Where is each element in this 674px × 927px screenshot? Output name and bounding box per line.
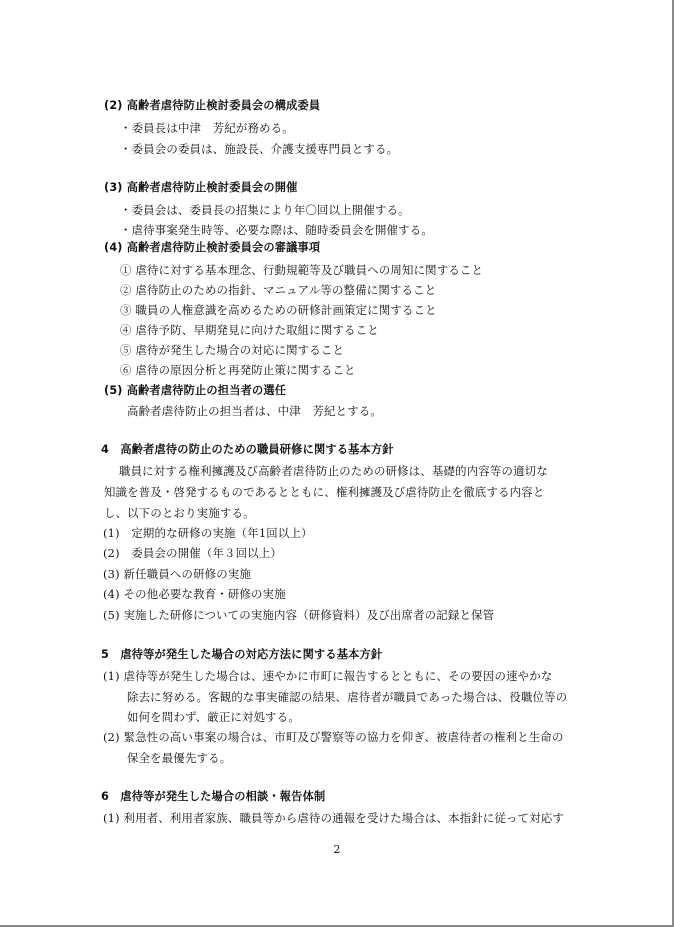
- text-line: ・委員会は、委員長の招集により年〇回以上開催する。: [120, 203, 410, 217]
- list-item: (1) 定期的な研修の実施（年1回以上）: [103, 526, 313, 540]
- text-line: 除去に努める。客観的な事実確認の結果、虐待者が職員であった場合は、役職位等の: [127, 690, 568, 704]
- paragraph-line: し、以下のとおり実施する。: [104, 506, 255, 520]
- text-line: ・委員長は中津 芳紀が務める。: [120, 121, 294, 135]
- list-item: ③ 職員の人権意識を高めるための研修計画策定に関すること: [120, 303, 437, 317]
- section-heading-4: 4 高齢者虐待の防止のための職員研修に関する基本方針: [101, 443, 394, 456]
- list-item: (5) 実施した研修についての実施内容（研修資料）及び出席者の記録と保管: [103, 608, 495, 622]
- list-item: ① 虐待に対する基本理念、行動規範等及び職員への周知に関すること: [120, 263, 484, 277]
- text-line: ・虐待事案発生時等、必要な際は、随時委員会を開催する。: [120, 223, 433, 237]
- list-item: ④ 虐待予防、早期発見に向けた取組に関すること: [120, 323, 379, 337]
- list-item: (3) 新任職員への研修の実施: [103, 567, 252, 581]
- list-item: (1) 虐待等が発生した場合は、速やかに市町に報告するとともに、その要因の速やかな: [103, 669, 553, 683]
- section-heading-5: 5 虐待等が発生した場合の対応方法に関する基本方針: [101, 648, 383, 661]
- text-line: 保全を最優先する。: [127, 751, 232, 765]
- subheading-committee-members: (2) 高齢者虐待防止検討委員会の構成委員: [104, 99, 321, 112]
- list-item: (1) 利用者、利用者家族、職員等から虐待の通報を受けた場合は、本指針に従って対応す: [103, 811, 565, 825]
- text-line: 如何を問わず、厳正に対処する。: [127, 710, 300, 724]
- subheading-person-in-charge: (5) 高齢者虐待防止の担当者の選任: [104, 384, 287, 397]
- page-number: 2: [333, 843, 341, 856]
- subheading-committee-agenda: (4) 高齢者虐待防止検討委員会の審議事項: [104, 241, 321, 254]
- list-item: (2) 委員会の開催（年３回以上）: [103, 546, 283, 560]
- text-line: ・委員会の委員は、施設長、介護支援専門員とする。: [120, 142, 399, 156]
- list-item: ⑥ 虐待の原因分析と再発防止策に関すること: [120, 363, 356, 377]
- paragraph-line: 職員に対する権利擁護及び高齢者虐待防止のための研修は、基礎的内容等の適切な: [119, 464, 548, 478]
- text-line: 高齢者虐待防止の担当者は、中津 芳紀とする。: [127, 404, 382, 418]
- section-heading-6: 6 虐待等が発生した場合の相談・報告体制: [101, 790, 326, 803]
- subheading-committee-meetings: (3) 高齢者虐待防止検討委員会の開催: [104, 181, 298, 194]
- list-item: (2) 緊急性の高い事案の場合は、市町及び警察等の協力を仰ぎ、被虐待者の権利と生命の: [103, 730, 564, 744]
- list-item: ⑤ 虐待が発生した場合の対応に関すること: [120, 343, 345, 357]
- list-item: ② 虐待防止のための指針、マニュアル等の整備に関すること: [120, 283, 437, 297]
- paragraph-line: 知識を普及・啓発するものであるとともに、権利擁護及び虐待防止を徹底する内容と: [104, 485, 545, 499]
- list-item: (4) その他必要な教育・研修の実施: [103, 587, 286, 601]
